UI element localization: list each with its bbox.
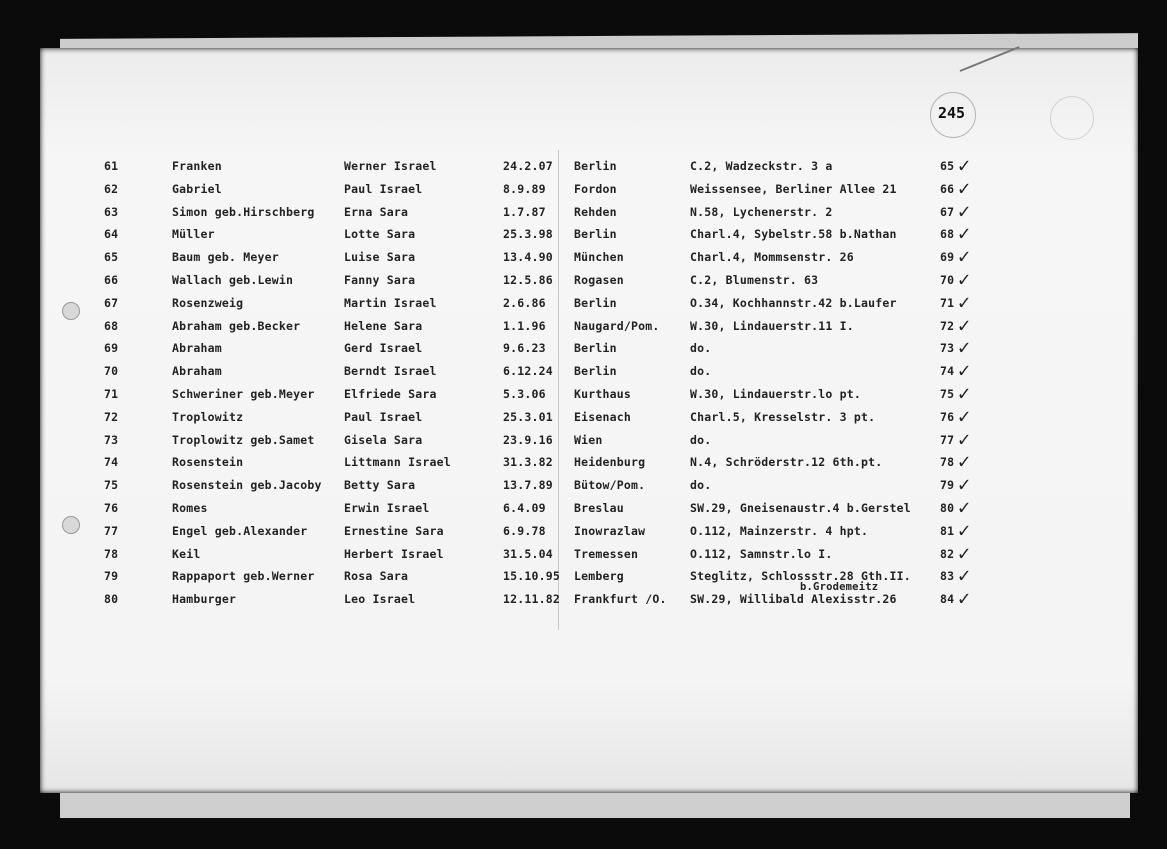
row-number: 61 <box>104 159 119 173</box>
reference-number: 80 <box>940 501 955 515</box>
reference-number: 72 <box>940 318 955 333</box>
birth-date: 31.3.82 <box>503 455 553 470</box>
address: N.58, Lychenerstr. 2 <box>690 204 833 219</box>
birth-place: Inowrazlaw <box>574 523 646 538</box>
check-mark: ✓ <box>958 426 971 451</box>
surname: Abraham geb.Becker <box>172 318 301 333</box>
reference-number: 71 <box>940 295 955 310</box>
address: Charl.5, Kresselstr. 3 pt. <box>690 409 876 424</box>
surname: Abraham <box>172 364 222 379</box>
surname: Baum geb. Meyer <box>172 250 279 265</box>
check-mark: ✓ <box>958 517 971 542</box>
table-row <box>0 403 1167 430</box>
birth-date: 8.9.89 <box>503 181 546 196</box>
address: do. <box>690 364 712 379</box>
check-mark: ✓ <box>958 358 971 383</box>
surname: Engel geb.Alexander <box>172 523 308 538</box>
given-names: Paul Israel <box>344 409 423 424</box>
reference-number: 77 <box>940 432 955 447</box>
check-mark: ✓ <box>958 175 971 200</box>
given-names: Gerd Israel <box>344 341 423 356</box>
given-names: Lotte Sara <box>344 227 416 242</box>
birth-date: 6.4.09 <box>503 501 546 515</box>
address: O.112, Samnstr.lo I. <box>690 546 833 561</box>
birth-date: 1.1.96 <box>503 318 546 333</box>
address: SW.29, Gneisenaustr.4 b.Gerstel <box>690 501 911 515</box>
address: N.4, Schröderstr.12 6th.pt. <box>690 455 883 470</box>
reference-number: 74 <box>940 364 955 379</box>
given-names: Ernestine Sara <box>344 523 444 538</box>
reference-number: 68 <box>940 227 955 242</box>
table-row <box>0 358 1167 384</box>
table-row <box>0 198 1167 225</box>
table-row <box>0 495 1167 521</box>
reference-number: 79 <box>940 478 955 493</box>
reference-number: 78 <box>940 455 955 470</box>
birth-date: 6.9.78 <box>503 523 546 538</box>
table-row <box>0 312 1167 339</box>
table-row <box>0 153 1167 179</box>
birth-date: 12.5.86 <box>503 273 553 287</box>
table-row <box>0 335 1167 361</box>
given-names: Werner Israel <box>344 159 437 173</box>
row-number: 63 <box>104 204 119 219</box>
check-mark: ✓ <box>958 586 971 611</box>
table-row <box>0 563 1167 594</box>
given-names: Erna Sara <box>344 204 409 219</box>
given-names: Rosa Sara <box>344 569 409 584</box>
birth-date: 9.6.23 <box>503 341 546 356</box>
address: W.30, Lindauerstr.lo pt. <box>690 387 861 401</box>
row-number: 74 <box>104 455 119 470</box>
birth-place: Frankfurt /O. <box>574 592 667 607</box>
surname: Romes <box>172 501 208 515</box>
birth-place: Kurthaus <box>574 387 631 401</box>
birth-date: 25.3.98 <box>503 227 553 242</box>
row-number: 78 <box>104 546 119 561</box>
reference-number: 66 <box>940 181 955 196</box>
given-names: Betty Sara <box>344 478 416 493</box>
table-row <box>0 540 1167 567</box>
address: O.34, Kochhannstr.42 b.Laufer <box>690 295 897 310</box>
given-names: Leo Israel <box>344 592 416 607</box>
given-names: Erwin Israel <box>344 501 430 515</box>
birth-date: 13.7.89 <box>503 478 553 493</box>
surname: Simon geb.Hirschberg <box>172 204 315 219</box>
reference-number: 67 <box>940 204 955 219</box>
page-number: 245 <box>938 104 966 122</box>
surname: Schweriner geb.Meyer <box>172 387 315 401</box>
row-number: 80 <box>104 592 119 607</box>
surname: Müller <box>172 227 215 242</box>
birth-place: Tremessen <box>574 546 639 561</box>
check-mark: ✓ <box>958 335 971 360</box>
surname: Rosenstein geb.Jacoby <box>172 478 322 493</box>
birth-place: Eisenach <box>574 409 631 424</box>
row-number: 79 <box>104 569 119 584</box>
surname: Gabriel <box>172 181 222 196</box>
birth-place: Heidenburg <box>574 455 646 470</box>
table-row <box>0 221 1167 247</box>
table-row <box>0 267 1167 293</box>
birth-place: Fordon <box>574 181 617 196</box>
faint-stamp <box>1050 96 1094 140</box>
check-mark: ✓ <box>958 381 971 405</box>
row-number: 73 <box>104 432 119 447</box>
reference-number: 73 <box>940 341 955 356</box>
row-number: 69 <box>104 341 119 356</box>
reference-number: 76 <box>940 409 955 424</box>
given-names: Fanny Sara <box>344 273 416 287</box>
reference-number: 82 <box>940 546 955 561</box>
given-names: Martin Israel <box>344 295 437 310</box>
birth-date: 15.10.95 <box>503 569 560 584</box>
row-number: 62 <box>104 181 119 196</box>
address: C.2, Blumenstr. 63 <box>690 273 819 287</box>
surname: Troplowitz geb.Samet <box>172 432 315 447</box>
birth-place: Berlin <box>574 159 617 173</box>
check-mark: ✓ <box>958 449 971 474</box>
birth-date: 12.11.82 <box>503 592 560 607</box>
birth-date: 2.6.86 <box>503 295 546 310</box>
surname: Rosenstein <box>172 455 244 470</box>
birth-place: München <box>574 250 624 265</box>
birth-date: 24.2.07 <box>503 159 553 173</box>
table-row <box>0 289 1167 316</box>
surname: Troplowitz <box>172 409 244 424</box>
reference-number: 83 <box>940 569 955 584</box>
birth-place: Breslau <box>574 501 624 515</box>
surname: Rosenzweig <box>172 295 244 310</box>
birth-place: Berlin <box>574 227 617 242</box>
check-mark: ✓ <box>958 403 971 428</box>
address: do. <box>690 341 712 356</box>
reference-number: 70 <box>940 273 955 287</box>
surname: Keil <box>172 546 201 561</box>
surname: Hamburger <box>172 592 237 607</box>
birth-place: Wien <box>574 432 603 447</box>
given-names: Paul Israel <box>344 181 423 196</box>
given-names: Littmann Israel <box>344 455 451 470</box>
birth-date: 25.3.01 <box>503 409 553 424</box>
address: do. <box>690 478 712 493</box>
given-names: Luise Sara <box>344 250 416 265</box>
birth-place: Berlin <box>574 364 617 379</box>
birth-date: 23.9.16 <box>503 432 553 447</box>
birth-date: 5.3.06 <box>503 387 546 401</box>
row-number: 70 <box>104 364 119 379</box>
address: do. <box>690 432 712 447</box>
address: Weissensee, Berliner Allee 21 <box>690 181 897 196</box>
reference-number: 65 <box>940 159 955 173</box>
birth-place: Berlin <box>574 341 617 356</box>
table-row <box>0 517 1167 544</box>
address: Charl.4, Mommsenstr. 26 <box>690 250 854 265</box>
check-mark: ✓ <box>958 198 971 223</box>
birth-place: Berlin <box>574 295 617 310</box>
table-row <box>0 449 1167 475</box>
reference-number: 84 <box>940 592 955 607</box>
row-number: 71 <box>104 387 119 401</box>
given-names: Berndt Israel <box>344 364 437 379</box>
reference-number: 81 <box>940 523 955 538</box>
address: Steglitz, Schlossstr.28 Gth.II. <box>690 569 911 584</box>
reference-number: 75 <box>940 387 955 401</box>
check-mark: ✓ <box>958 289 971 314</box>
given-names: Elfriede Sara <box>344 387 437 401</box>
check-mark: ✓ <box>958 563 971 588</box>
birth-date: 13.4.90 <box>503 250 553 265</box>
row-number: 64 <box>104 227 119 242</box>
table-row <box>0 426 1167 453</box>
address: O.112, Mainzerstr. 4 hpt. <box>690 523 869 538</box>
address-note: b.Grodemeitz <box>800 581 879 594</box>
table-row <box>0 381 1167 407</box>
check-mark: ✓ <box>958 495 971 519</box>
row-number: 76 <box>104 501 119 515</box>
birth-date: 1.7.87 <box>503 204 546 219</box>
check-mark: ✓ <box>958 312 971 337</box>
address: W.30, Lindauerstr.11 I. <box>690 318 854 333</box>
table-row <box>0 472 1167 498</box>
row-number: 77 <box>104 523 119 538</box>
surname: Rappaport geb.Werner <box>172 569 315 584</box>
check-mark: ✓ <box>958 267 971 291</box>
birth-place: Lemberg <box>574 569 624 584</box>
table-row <box>0 175 1167 202</box>
reference-number: 69 <box>940 250 955 265</box>
surname: Wallach geb.Lewin <box>172 273 294 287</box>
check-mark: ✓ <box>958 472 971 497</box>
birth-place: Bütow/Pom. <box>574 478 646 493</box>
given-names: Gisela Sara <box>344 432 423 447</box>
surname: Abraham <box>172 341 222 356</box>
birth-place: Rogasen <box>574 273 624 287</box>
row-number: 65 <box>104 250 119 265</box>
address: Charl.4, Sybelstr.58 b.Nathan <box>690 227 897 242</box>
check-mark: ✓ <box>958 153 971 177</box>
birth-place: Naugard/Pom. <box>574 318 660 333</box>
surname: Franken <box>172 159 222 173</box>
address: C.2, Wadzeckstr. 3 a <box>690 159 833 173</box>
address: SW.29, Willibald Alexisstr.26 <box>690 592 897 607</box>
birth-place: Rehden <box>574 204 617 219</box>
check-mark: ✓ <box>958 244 971 269</box>
row-number: 72 <box>104 409 119 424</box>
given-names: Helene Sara <box>344 318 423 333</box>
check-mark: ✓ <box>958 540 971 565</box>
row-number: 66 <box>104 273 119 287</box>
birth-date: 31.5.04 <box>503 546 553 561</box>
row-number: 75 <box>104 478 119 493</box>
table-row <box>0 244 1167 270</box>
given-names: Herbert Israel <box>344 546 444 561</box>
row-number: 67 <box>104 295 119 310</box>
row-number: 68 <box>104 318 119 333</box>
birth-date: 6.12.24 <box>503 364 553 379</box>
check-mark: ✓ <box>958 221 971 246</box>
